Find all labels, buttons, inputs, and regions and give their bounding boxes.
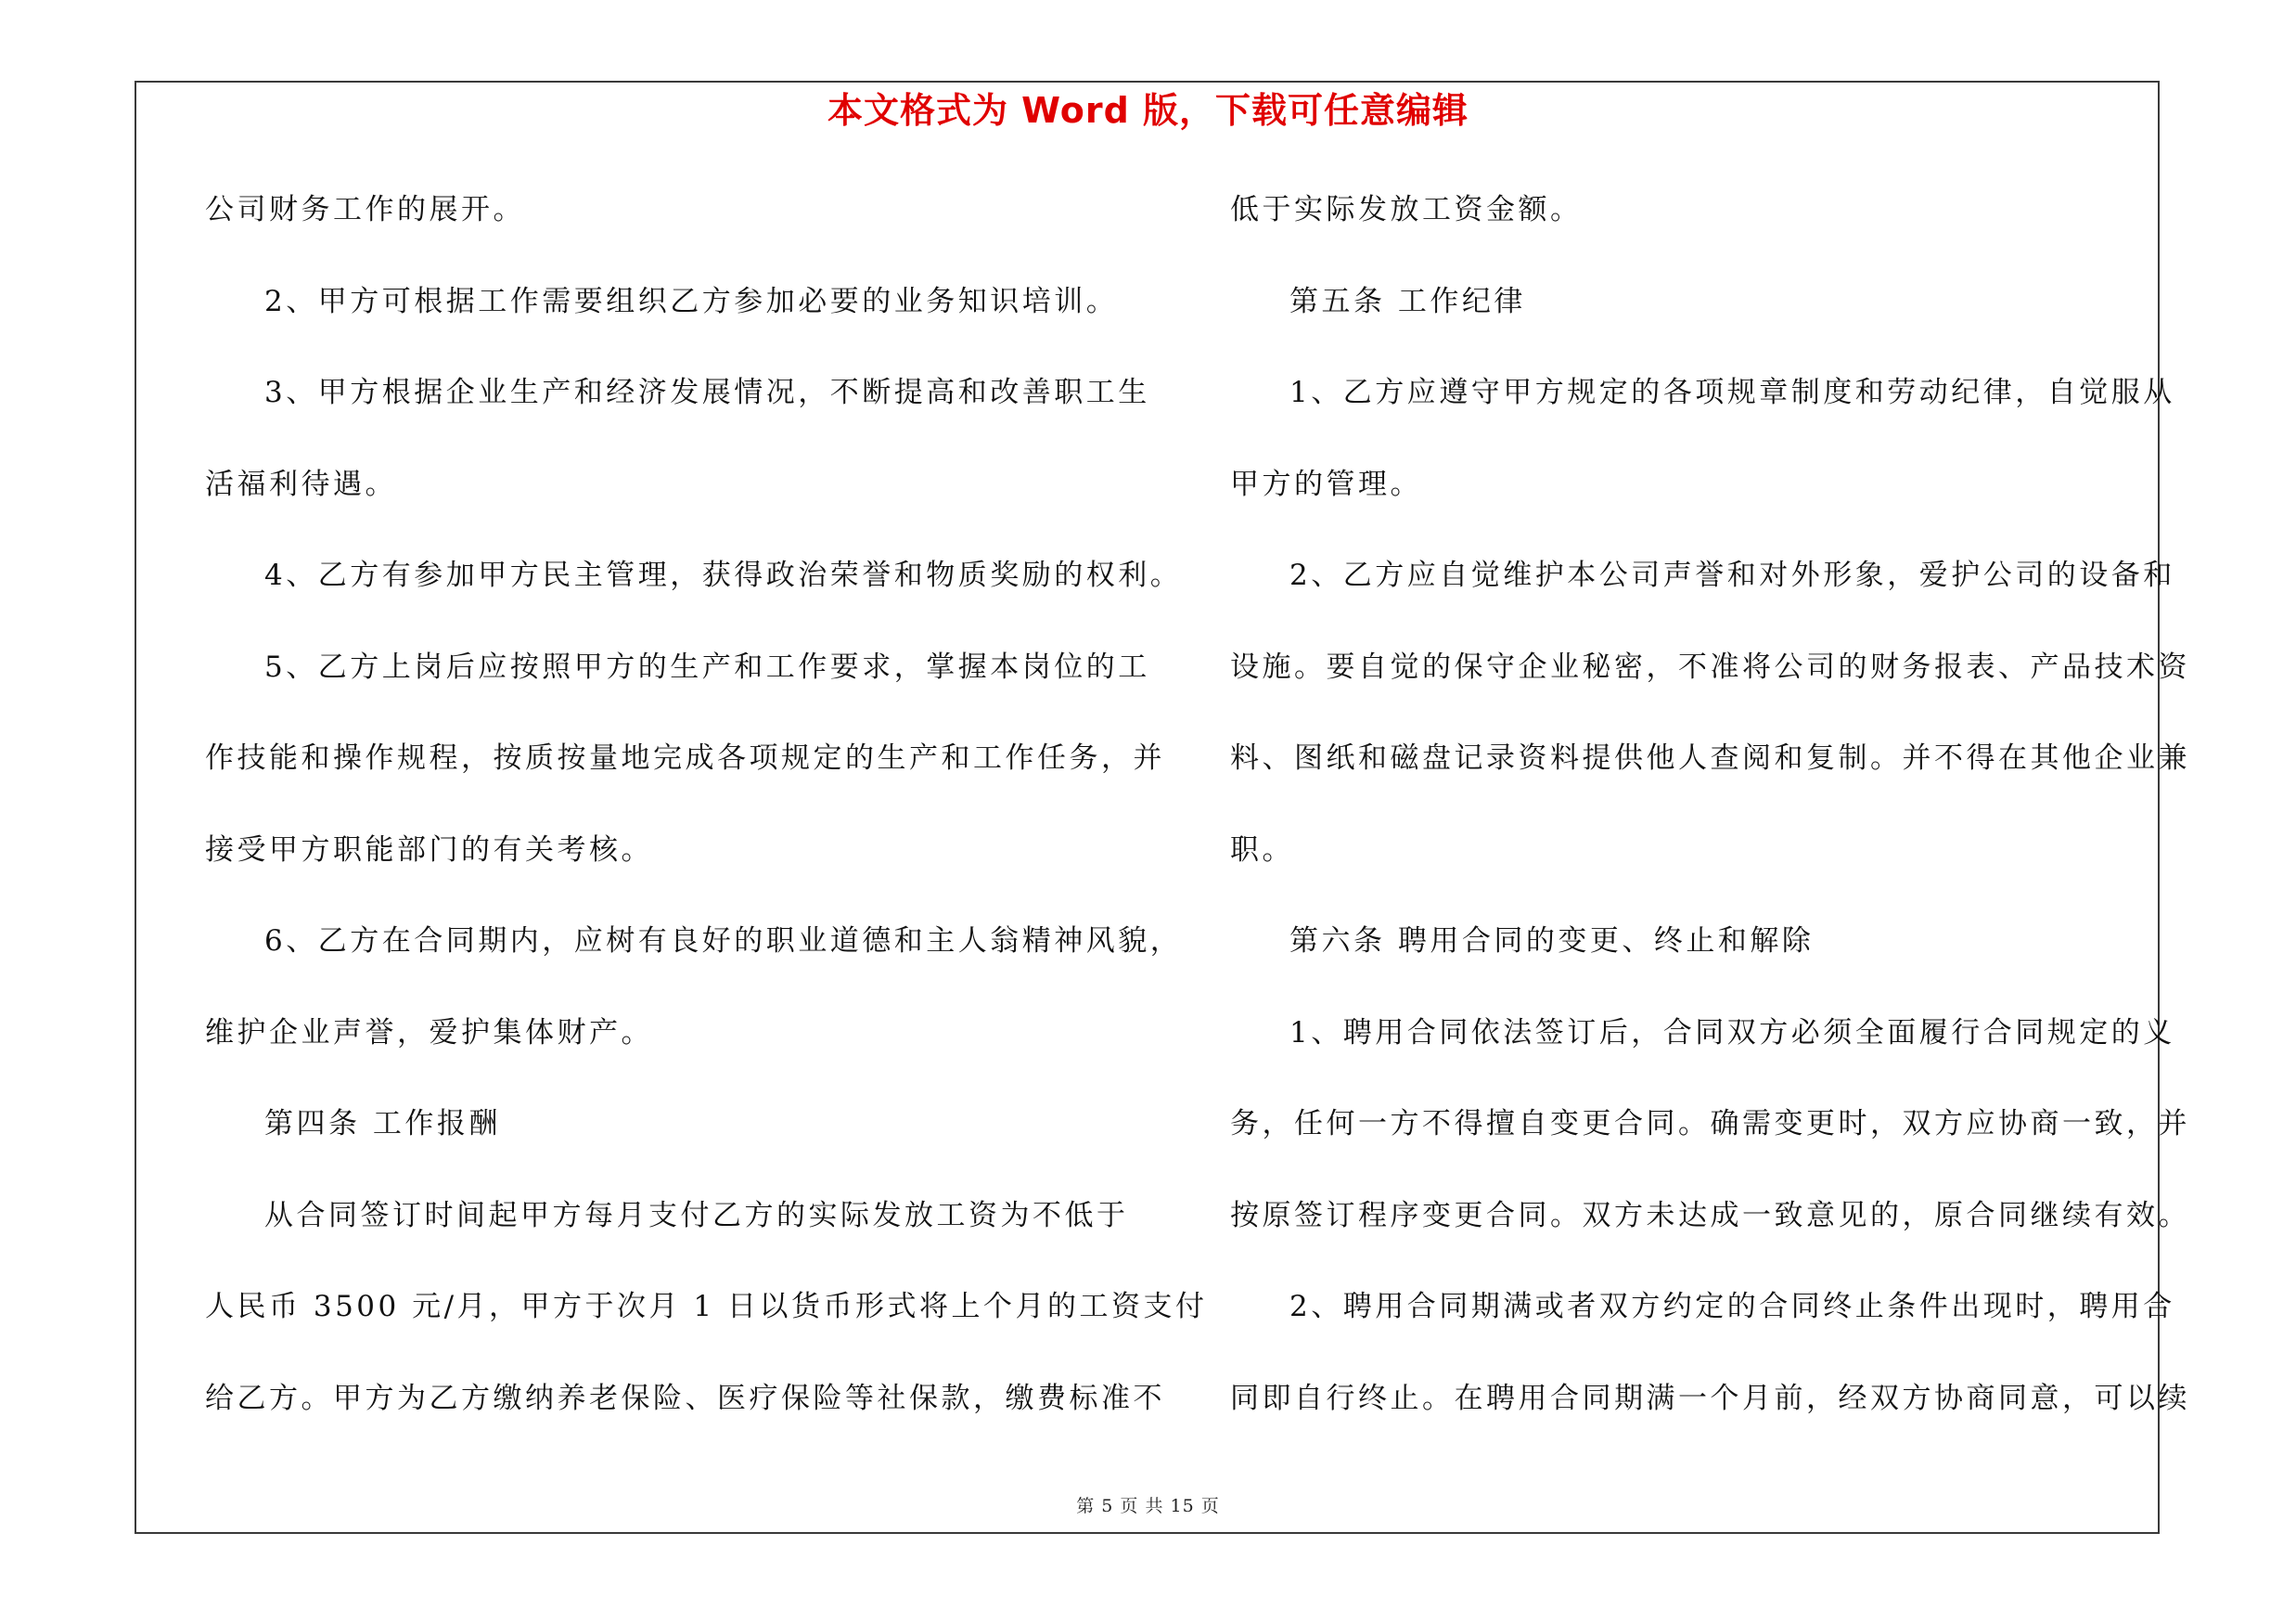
paragraph-line: 接受甲方职能部门的有关考核。 — [205, 832, 653, 867]
paragraph-line: 1、乙方应遵守甲方规定的各项规章制度和劳动纪律，自觉服从 — [1289, 376, 2175, 409]
paragraph-line: 3、甲方根据企业生产和经济发展情况，不断提高和改善职工生 — [264, 376, 1150, 409]
format-notice-banner: 本文格式为 Word 版，下载可任意编辑 — [827, 90, 1469, 131]
paragraph-line: 同即自行终止。在聘用合同期满一个月前，经双方协商同意，可以续 — [1230, 1381, 2190, 1415]
page-number-footer: 第 5 页 共 15 页 — [1076, 1496, 1220, 1516]
paragraph-line: 2、聘用合同期满或者双方约定的合同终止条件出现时，聘用合 — [1289, 1290, 2175, 1323]
paragraph-line: 第六条 聘用合同的变更、终止和解除 — [1289, 924, 1815, 958]
paragraph-line: 第五条 工作纪律 — [1289, 284, 1526, 318]
paragraph-line: 第四条 工作报酬 — [264, 1107, 501, 1140]
paragraph-line: 料、图纸和磁盘记录资料提供他人查阅和复制。并不得在其他企业兼 — [1230, 741, 2190, 775]
paragraph-line: 甲方的管理。 — [1230, 467, 1422, 501]
paragraph-line: 按原签订程序变更合同。双方未达成一致意见的，原合同继续有效。 — [1230, 1198, 2190, 1232]
paragraph-line: 活福利待遇。 — [205, 467, 397, 501]
paragraph-line: 作技能和操作规程，按质按量地完成各项规定的生产和工作任务，并 — [205, 741, 1165, 775]
paragraph-line: 从合同签订时间起甲方每月支付乙方的实际发放工资为不低于 — [264, 1198, 1129, 1232]
paragraph-line: 给乙方。甲方为乙方缴纳养老保险、医疗保险等社保款，缴费标准不 — [205, 1381, 1165, 1415]
paragraph-line: 职。 — [1230, 832, 1294, 867]
paragraph-line: 公司财务工作的展开。 — [205, 193, 525, 226]
paragraph-line: 务，任何一方不得擅自变更合同。确需变更时，双方应协商一致，并 — [1230, 1107, 2190, 1140]
paragraph-line: 设施。要自觉的保守企业秘密，不准将公司的财务报表、产品技术资 — [1230, 650, 2190, 684]
paragraph-line: 低于实际发放工资金额。 — [1230, 193, 1583, 226]
paragraph-line: 维护企业声誉，爱护集体财产。 — [205, 1015, 653, 1050]
paragraph-line: 2、甲方可根据工作需要组织乙方参加必要的业务知识培训。 — [264, 284, 1119, 318]
paragraph-line: 人民币 3500 元/月，甲方于次月 1 日以货币形式将上个月的工资支付 — [205, 1290, 1208, 1323]
paragraph-line: 1、聘用合同依法签订后，合同双方必须全面履行合同规定的义 — [1289, 1015, 2175, 1050]
paragraph-line: 6、乙方在合同期内，应树有良好的职业道德和主人翁精神风貌， — [264, 924, 1183, 958]
paragraph-line: 2、乙方应自觉维护本公司声誉和对外形象，爱护公司的设备和 — [1289, 559, 2175, 592]
paragraph-line: 4、乙方有参加甲方民主管理，获得政治荣誉和物质奖励的权利。 — [264, 559, 1183, 592]
paragraph-line: 5、乙方上岗后应按照甲方的生产和工作要求，掌握本岗位的工 — [264, 650, 1150, 684]
